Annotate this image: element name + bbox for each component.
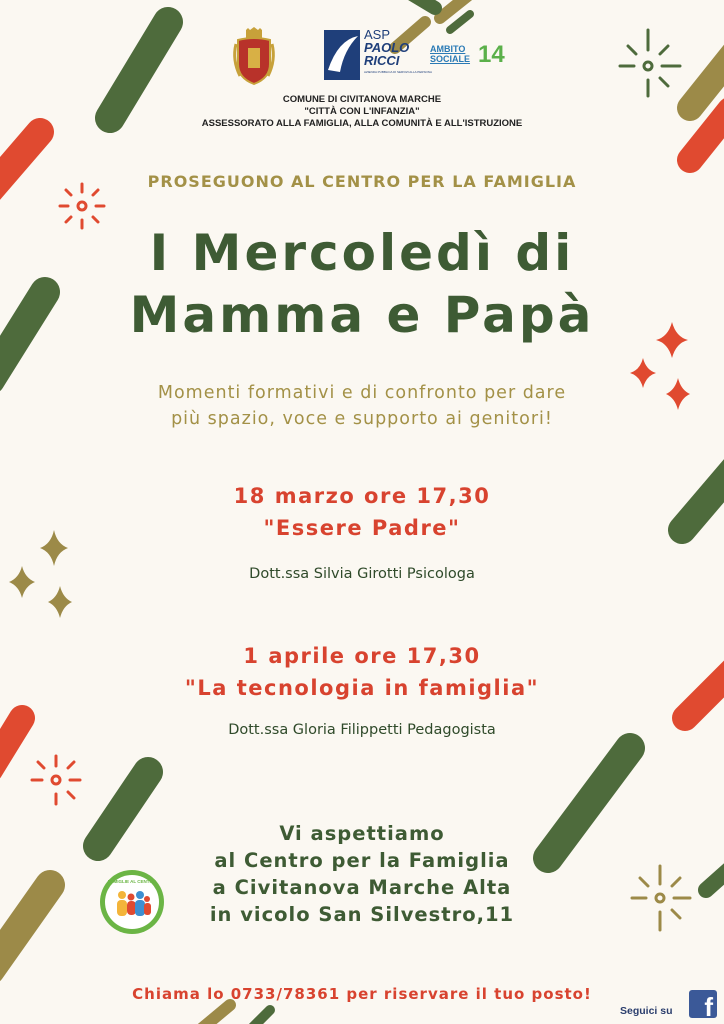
title-line1: I Mercoledì di — [149, 224, 575, 282]
kicker-text: PROSEGUONO AL CENTRO PER LA FAMIGLIA — [147, 172, 577, 191]
asp-wing-icon — [324, 30, 360, 80]
header-department: ASSESSORATO ALLA FAMIGLIA, ALLA COMUNITÀ E ALL'ISTRUZIONE — [201, 118, 523, 129]
asp-paolo-ricci-logo — [324, 27, 432, 84]
invite-line1: Vi aspettiamo — [279, 822, 445, 845]
brush-stroke-gold — [0, 885, 50, 970]
invite-block — [182, 820, 542, 928]
ambito-sociale-logo — [430, 41, 514, 68]
sparkle-burst-icon — [620, 30, 680, 96]
event-date: 1 aprile ore 17,30 — [243, 644, 481, 668]
event-speaker: Dott.ssa Gloria Filippetti Pedagogista — [228, 722, 496, 738]
asp-subtitle: AZIENDA PUBBLICA DI SERVIZI ALLA PERSONA — [364, 70, 432, 74]
famiglie-al-centro-logo — [100, 870, 164, 934]
invite-line2: al Centro per la Famiglia — [214, 849, 510, 872]
event-speaker: Dott.ssa Silvia Girotti Psicologa — [249, 566, 475, 582]
subtitle — [0, 380, 724, 432]
header-motto: "CITTÀ CON L'INFANZIA" — [304, 106, 420, 117]
brush-stroke-gold — [450, 14, 470, 30]
title-line2: Mamma e Papà — [129, 286, 595, 344]
brush-stroke-green — [98, 772, 148, 846]
header-municipality: COMUNE DI CIVITANOVA MARCHE — [282, 94, 442, 105]
sparkle-burst-icon — [32, 756, 80, 804]
subtitle-line1: Momenti formativi e di confronto per dare — [157, 383, 567, 403]
event-2 — [0, 640, 724, 704]
brush-stroke-gold — [200, 1005, 230, 1024]
facebook-icon[interactable]: f — [689, 990, 717, 1018]
invite-line3: a Civitanova Marche Alta — [212, 876, 512, 899]
subtitle-line2: più spazio, voce e supporto ai genitori! — [171, 409, 553, 429]
asp-line2: PAOLO — [364, 40, 410, 55]
brush-stroke-green — [250, 1010, 270, 1024]
ambito-line1: AMBITO — [430, 44, 466, 54]
asp-line1: ASP — [364, 27, 391, 42]
asp-line3: RICCI — [364, 53, 400, 68]
follow-label: Seguici su — [620, 1005, 673, 1017]
famiglie-logo-text: FAMIGLIE AL CENTRO — [107, 879, 157, 884]
brush-stroke-green — [706, 858, 724, 890]
page-title — [0, 222, 724, 346]
event-topic: "Essere Padre" — [263, 516, 461, 540]
header-block — [0, 94, 724, 130]
coat-of-arms-logo — [234, 30, 274, 86]
event-date: 18 marzo ore 17,30 — [233, 484, 491, 508]
brush-stroke-green — [548, 748, 630, 858]
call-to-action: Chiama lo 0733/78361 per riservare il tuo posto! — [132, 985, 592, 1003]
invite-line4: in vicolo San Silvestro,11 — [209, 903, 515, 926]
event-topic: "La tecnologia in famiglia" — [184, 676, 540, 700]
ambito-number: 14 — [478, 41, 505, 68]
event-1 — [0, 480, 724, 544]
sparkle-burst-icon — [632, 866, 690, 930]
brush-stroke-green — [405, 0, 435, 8]
ambito-line2: SOCIALE — [430, 54, 471, 64]
